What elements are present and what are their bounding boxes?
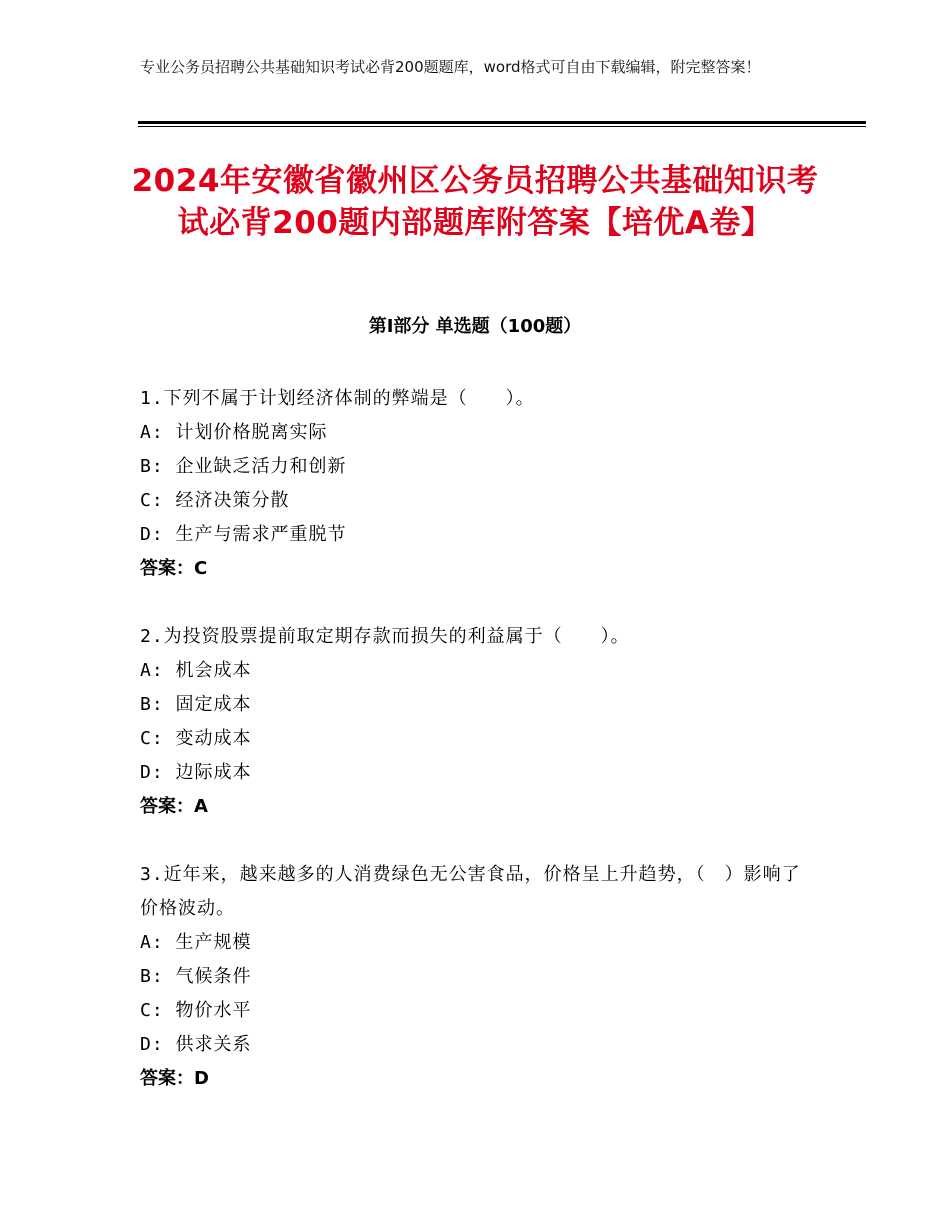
question-stem: 3.近年来，越来越多的人消费绿色无公害食品，价格呈上升趋势，（ ）影响了价格波动。 [140,864,801,919]
answer: 答案：D [140,1068,209,1089]
option-c: C: 物价水平 [140,1000,252,1021]
question-1 [140,382,810,586]
question-2 [140,620,810,824]
section-heading: 第Ⅰ部分 单选题（100题） [368,316,582,337]
question-stem: 2.为投资股票提前取定期存款而损失的利益属于（ ）。 [140,626,630,647]
option-a: A: 生产规模 [140,932,252,953]
question-stem: 1.下列不属于计划经济体制的弊端是（ ）。 [140,388,535,409]
option-a: A: 计划价格脱离实际 [140,422,328,443]
option-b: B: 企业缺乏活力和创新 [140,456,347,477]
question-list [140,382,810,1130]
option-b: B: 气候条件 [140,966,252,987]
header-rule-thin [138,126,866,127]
option-b: B: 固定成本 [140,694,252,715]
document-title: 2024年安徽省徽州区公务员招聘公共基础知识考试必背200题内部题库附答案【培优A卷】 [131,163,819,241]
header-rule-thick [138,121,866,124]
option-c: C: 变动成本 [140,728,252,749]
option-d: D: 生产与需求严重脱节 [140,524,347,545]
question-3 [140,858,810,1096]
option-d: D: 边际成本 [140,762,252,783]
answer: 答案：C [140,558,208,579]
option-c: C: 经济决策分散 [140,490,290,511]
header-note: 专业公务员招聘公共基础知识考试必背200题题库，word格式可自由下载编辑，附完整答案！ [140,58,761,76]
answer: 答案：A [140,796,208,817]
option-d: D: 供求关系 [140,1034,252,1055]
option-a: A: 机会成本 [140,660,252,681]
